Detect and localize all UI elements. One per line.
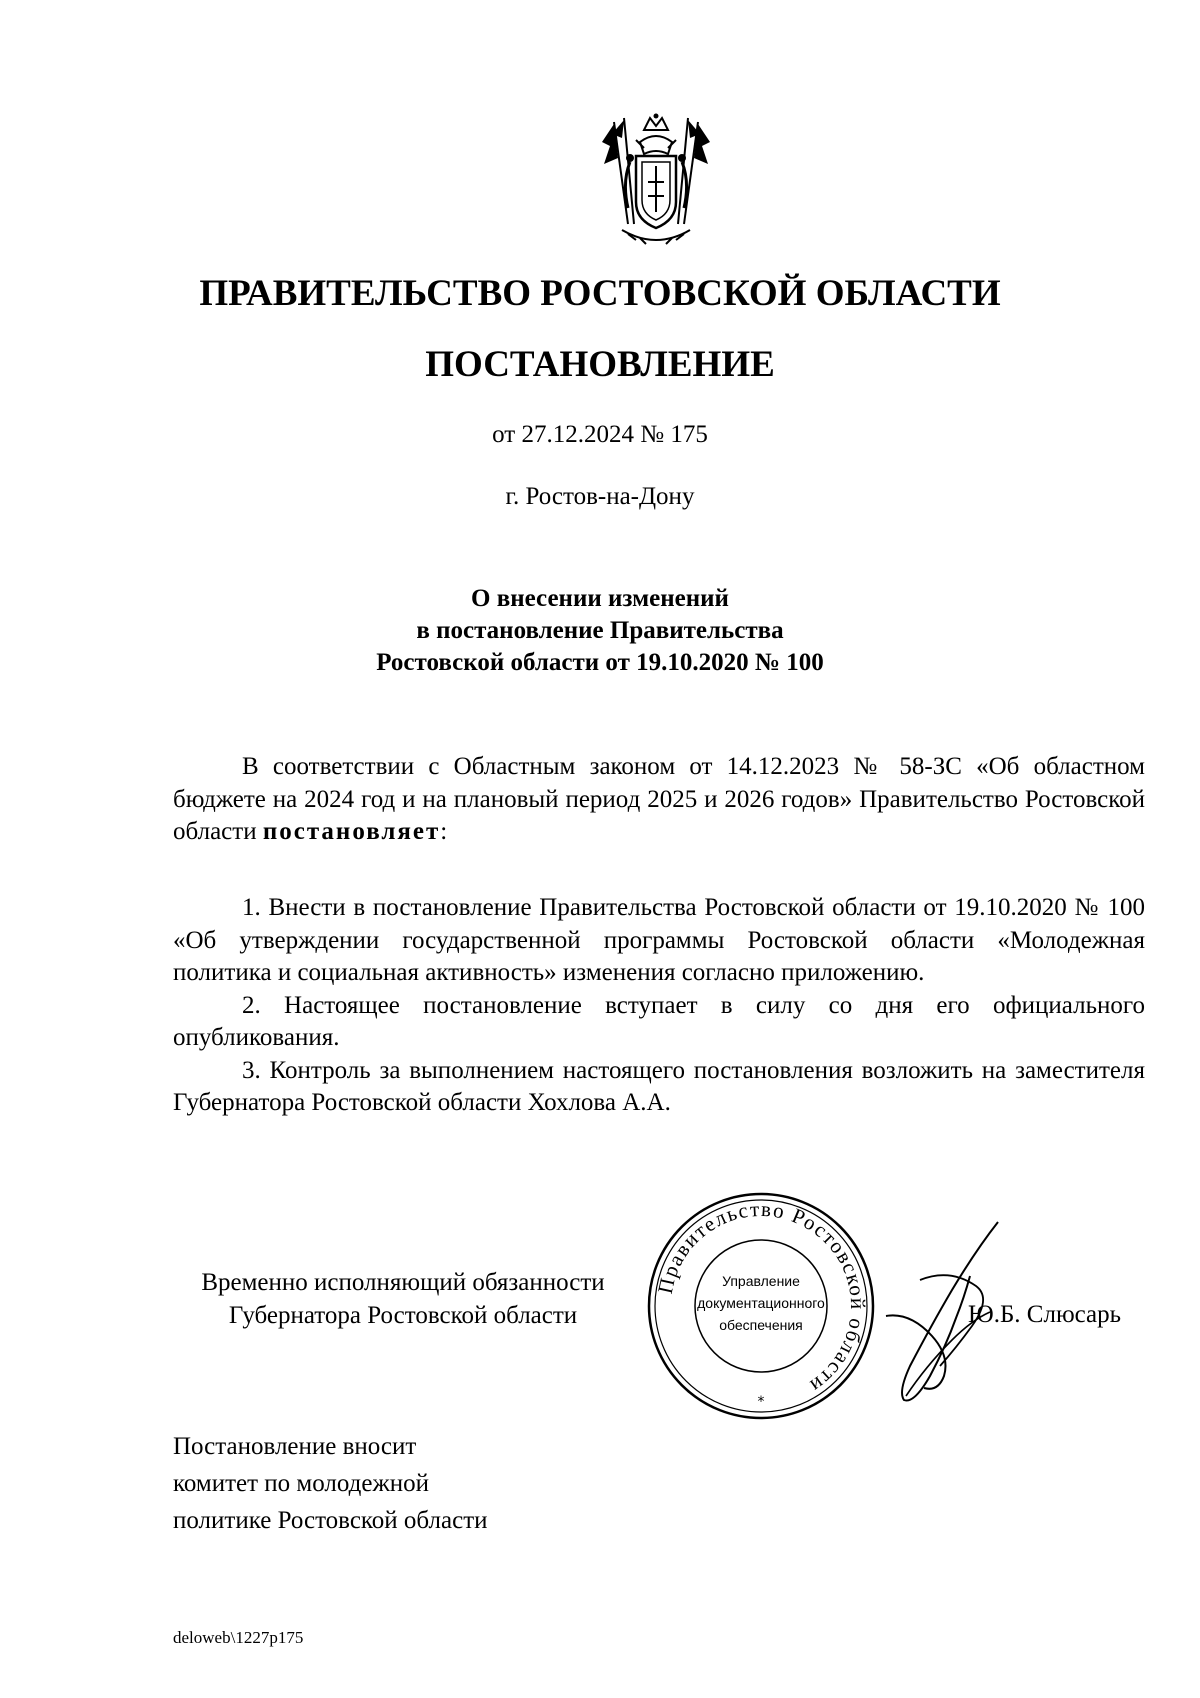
stamp-outer-text: Правительство Ростовской области bbox=[652, 1196, 871, 1399]
resolution-item: 2. Настоящее постановление вступает в силу со дня его официального опубликования. bbox=[173, 991, 1145, 1051]
intro-emphasis: постановляет bbox=[262, 818, 441, 845]
official-seal-icon bbox=[643, 1188, 879, 1424]
document-city: г. Ростов-на-Дону bbox=[505, 483, 695, 510]
subject-line: в постановление Правительства bbox=[416, 617, 784, 644]
stamp-inner-line: документационного bbox=[697, 1295, 825, 1311]
coat-of-arms-icon bbox=[600, 112, 712, 252]
submitter-line: политике Ростовской области bbox=[173, 1507, 488, 1534]
subject-line: Ростовской области от 19.10.2020 № 100 bbox=[376, 649, 824, 676]
document-type: ПОСТАНОВЛЕНИЕ bbox=[425, 344, 775, 385]
intro-paragraph bbox=[173, 751, 1145, 849]
resolution-items bbox=[173, 892, 1145, 1120]
submitter-block bbox=[173, 1428, 488, 1539]
intro-suffix: : bbox=[440, 818, 448, 845]
signatory-name: Ю.Б. Слюсарь bbox=[968, 1301, 1122, 1328]
resolution-item: 3. Контроль за выполнением настоящего постановления возложить на заместителя Губернатора Ростовской области Хохлова А.А. bbox=[173, 1056, 1145, 1116]
signatory-position-line: Временно исполняющий обязанности bbox=[201, 1269, 605, 1296]
government-title: ПРАВИТЕЛЬСТВО РОСТОВСКОЙ ОБЛАСТИ bbox=[199, 273, 1001, 314]
submitter-line: комитет по молодежной bbox=[173, 1470, 430, 1497]
signatory-position-line: Губернатора Ростовской области bbox=[228, 1302, 578, 1329]
svg-text:*: * bbox=[757, 1394, 765, 1410]
signatory-position bbox=[173, 1266, 633, 1332]
resolution-item: 1. Внести в постановление Правительства Ростовской области от 19.10.2020 № 100 «Об утверждении государственной программы Ростовской области «Молодежная политика и социальная активность» изменения согласно приложению. bbox=[173, 894, 1145, 986]
footer-document-code: deloweb\1227p175 bbox=[173, 1628, 304, 1647]
document-date-number: от 27.12.2024 № 175 bbox=[492, 421, 708, 448]
document-subject bbox=[0, 583, 1200, 679]
submitter-line: Постановление вносит bbox=[173, 1433, 417, 1460]
stamp-inner-line: обеспечения bbox=[719, 1317, 803, 1333]
intro-text: В соответствии с Областным законом от 14.12.2023 № 58-ЗС «Об областном бюджете на 2024 год и на плановый период 2025 и 2026 годов» Правительство Ростовской области bbox=[173, 753, 1145, 845]
subject-line: О внесении изменений bbox=[471, 585, 729, 612]
stamp-inner-line: Управление bbox=[722, 1273, 800, 1289]
